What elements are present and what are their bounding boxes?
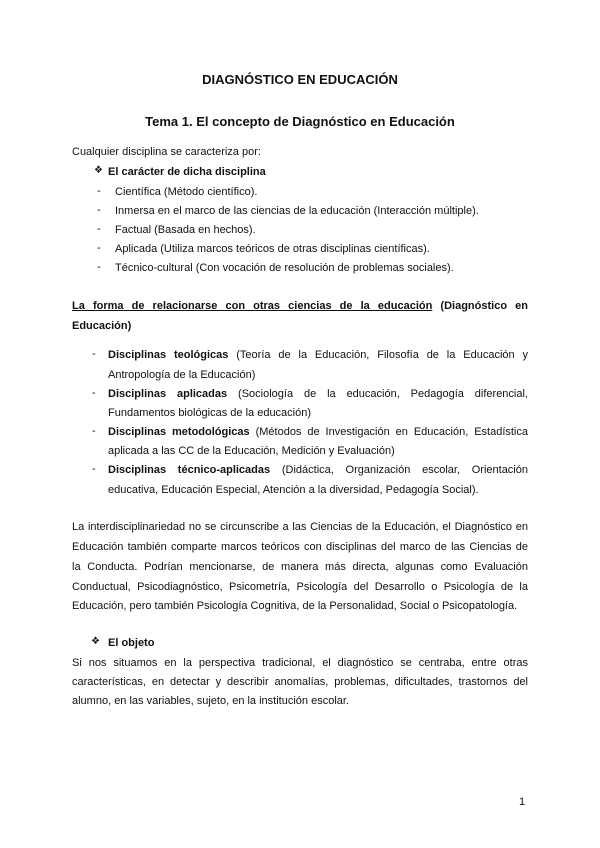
discipline-desc-line2: Antropología de la Educación) [108, 369, 256, 381]
discipline-desc-line2: aplicada a las CC de la Educación, Medición y Evaluación) [108, 445, 395, 457]
section-heading-relaciones [72, 299, 528, 313]
diamond-bullet-icon: ❖ [94, 165, 103, 176]
list-item: Factual (Basada en hechos). [115, 224, 256, 236]
section-heading-caracter: El carácter de dicha disciplina [108, 166, 266, 178]
paragraph-line: La interdisciplinariedad no se circunscribe a las Ciencias de la Educación, el Diagnóstico en [72, 521, 528, 533]
discipline-name: Disciplinas técnico-aplicadas [108, 464, 271, 476]
discipline-desc: (Métodos de Investigación en Educación, Estadística [255, 426, 528, 438]
discipline-name: Disciplinas metodológicas [108, 426, 250, 438]
heading-rest-line2: Educación) [72, 320, 132, 332]
list-item: Aplicada (Utiliza marcos teóricos de otras disciplinas científicas). [115, 243, 430, 255]
list-item: Técnico-cultural (Con vocación de resolución de problemas sociales). [115, 262, 454, 274]
dash-icon: - [92, 348, 96, 360]
dash-icon: - [97, 204, 101, 216]
discipline-desc: (Didáctica, Organización escolar, Orientación [281, 464, 528, 476]
list-item: Científica (Método científico). [115, 186, 258, 198]
dash-icon: - [97, 242, 101, 254]
dash-icon: - [92, 425, 96, 437]
dash-icon: - [97, 223, 101, 235]
intro-text: Cualquier disciplina se caracteriza por: [72, 146, 261, 158]
page-number: 1 [519, 796, 526, 808]
paragraph-line: Si nos situamos en la perspectiva tradicional, el diagnóstico se centraba, entre otras [72, 657, 528, 669]
discipline-name: Disciplinas aplicadas [108, 388, 228, 400]
discipline-desc: (Sociología de la educación, Pedagogía diferencial, [238, 388, 528, 400]
heading-rest: (Diagnóstico en [440, 300, 528, 312]
document-subtitle: Tema 1. El concepto de Diagnóstico en Educación [145, 114, 455, 129]
discipline-item [108, 463, 528, 477]
dash-icon: - [97, 261, 101, 273]
paragraph-line: Educación, pero también Psicología Cognitiva, de la Personalidad, Social o Psicopatología. [72, 600, 518, 612]
discipline-desc-line2: Fundamentos biológicas de la educación) [108, 407, 312, 419]
paragraph-line: características, en detectar y describir anomalías, problemas, dificultades, trastornos del [72, 676, 528, 688]
paragraph-line: Conductual, Psicodiagnóstico, Psicometría, Psicología del Desarrollo o Psicología de la [72, 581, 528, 593]
dash-icon: - [92, 463, 96, 475]
list-item: Inmersa en el marco de las ciencias de la educación (Interacción múltiple). [115, 205, 479, 217]
discipline-desc-line2: educativa, Educación Especial, Atención a la diversidad, Pedagogía Social). [108, 484, 479, 496]
document-title: DIAGNÓSTICO EN EDUCACIÓN [202, 72, 398, 87]
discipline-name: Disciplinas teológicas [108, 349, 229, 361]
discipline-item [108, 348, 528, 362]
heading-underlined: La forma de relacionarse con otras ciencias de la educación [72, 300, 433, 312]
paragraph-line: la Conducta. Podrían mencionarse, de manera más directa, algunas como Evaluación [72, 561, 528, 573]
discipline-desc: (Teoría de la Educación, Filosofía de la Educación y [236, 349, 528, 361]
dash-icon: - [92, 387, 96, 399]
discipline-item [108, 425, 528, 439]
paragraph-line: alumno, en las variables, sujeto, en la institución escolar. [72, 695, 349, 707]
dash-icon: - [97, 185, 101, 197]
section-heading-objeto: El objeto [108, 637, 155, 649]
paragraph-line: Educación también comparte marcos teóricos con disciplinas del marco de las Ciencias de [72, 541, 528, 553]
diamond-bullet-icon: ❖ [91, 636, 100, 647]
discipline-item [108, 387, 528, 401]
